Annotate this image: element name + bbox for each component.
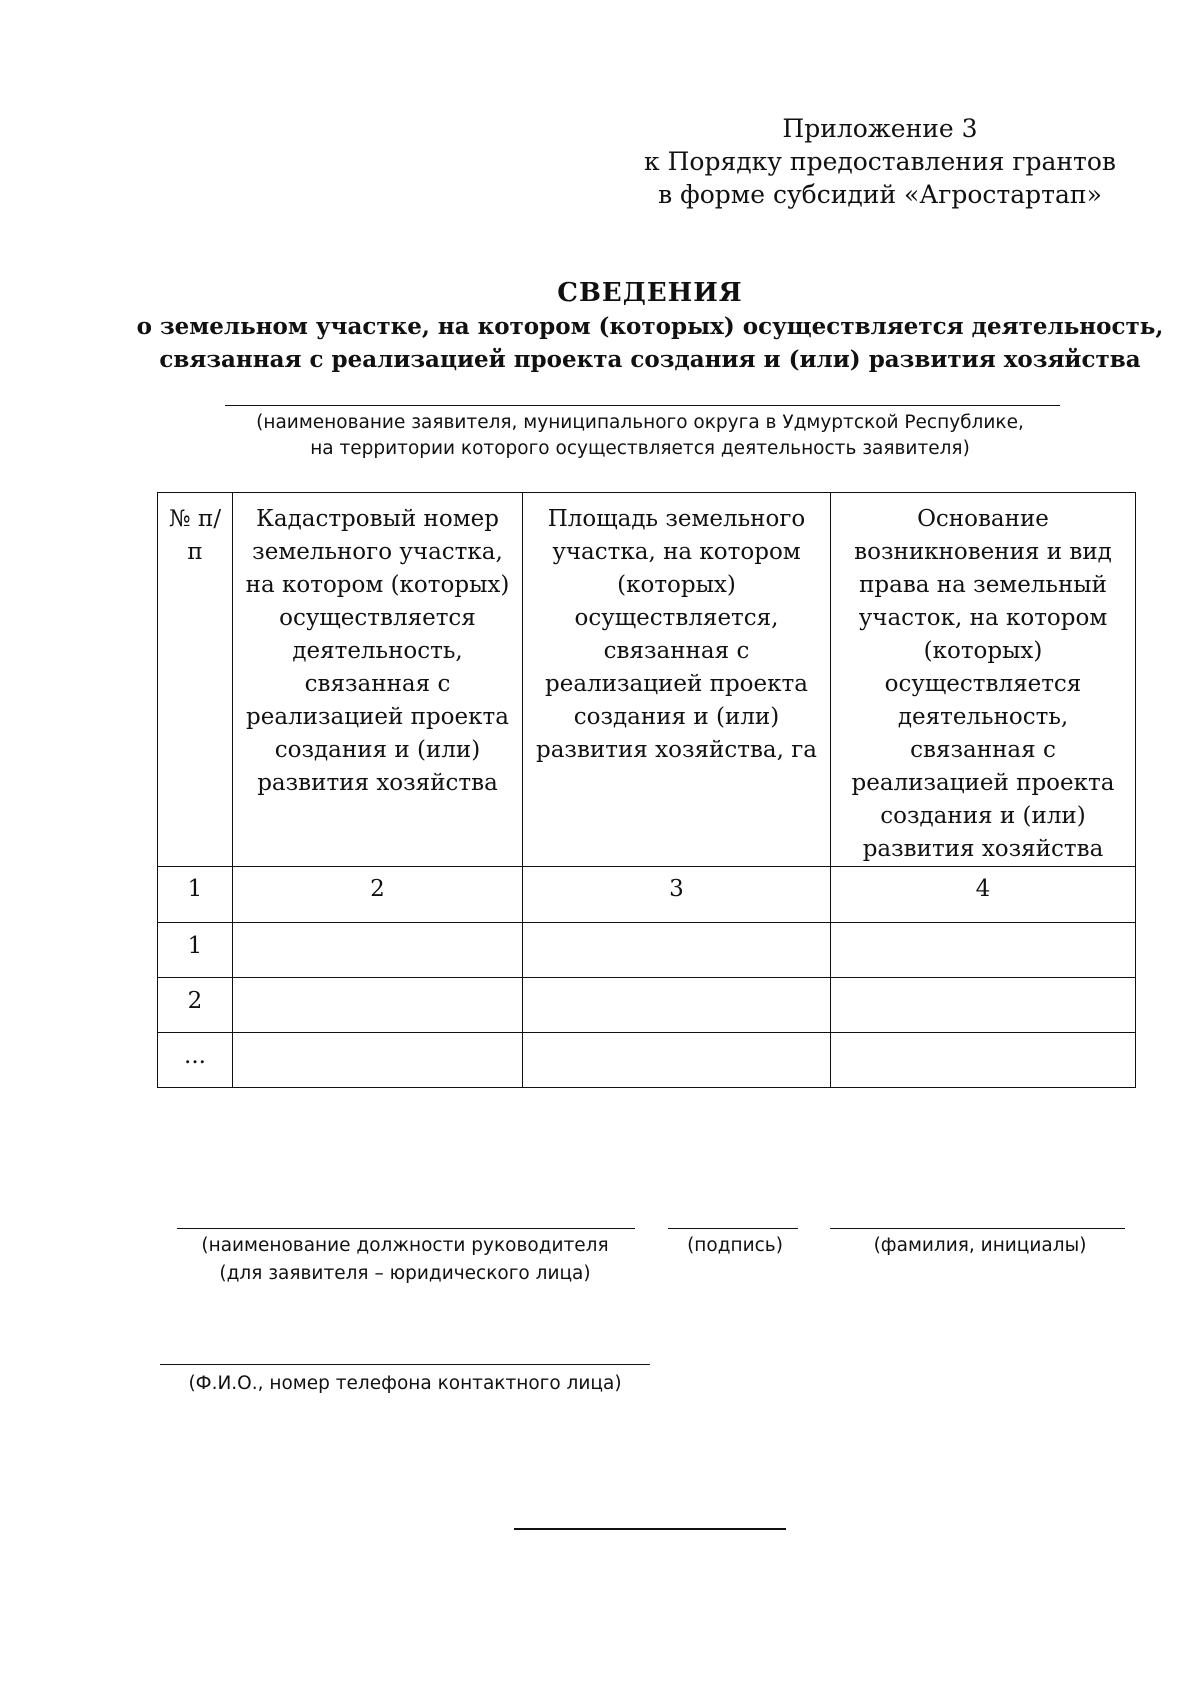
contact-fill-line bbox=[160, 1364, 650, 1365]
position-caption bbox=[170, 1232, 640, 1288]
column-number-cell: 2 bbox=[233, 867, 523, 923]
table-row bbox=[158, 923, 1136, 978]
document-title-block bbox=[110, 276, 1190, 376]
area-cell[interactable] bbox=[523, 1033, 831, 1088]
contact-caption: (Ф.И.О., номер телефона контактного лица) bbox=[188, 1373, 622, 1394]
area-cell[interactable] bbox=[523, 923, 831, 978]
rights-basis-cell[interactable] bbox=[831, 1033, 1136, 1088]
header-cell-number: № п/п bbox=[158, 493, 233, 867]
column-number-cell: 1 bbox=[158, 867, 233, 923]
applicant-caption bbox=[180, 410, 1100, 462]
table-header-row bbox=[158, 493, 1136, 867]
bottom-separator-line bbox=[514, 1528, 786, 1530]
document-title: СВЕДЕНИЯ bbox=[557, 278, 743, 308]
signature-fill-line bbox=[668, 1228, 798, 1229]
table-row bbox=[158, 1033, 1136, 1088]
document-subtitle-line1: о земельном участке, на котором (которых) осуществляется деятельность, bbox=[136, 313, 1164, 340]
applicant-caption-line2: на территории которого осуществляется деятельность заявителя) bbox=[310, 438, 970, 459]
area-cell[interactable] bbox=[523, 978, 831, 1033]
row-number-cell: 1 bbox=[158, 923, 233, 978]
column-number-cell: 3 bbox=[523, 867, 831, 923]
signature-caption: (подпись) bbox=[687, 1235, 783, 1256]
appendix-reference-cont: в форме субсидий «Агростартап» bbox=[658, 180, 1102, 209]
row-number-cell: ... bbox=[158, 1033, 233, 1088]
cadastral-cell[interactable] bbox=[233, 923, 523, 978]
column-number-row bbox=[158, 867, 1136, 923]
name-fill-line bbox=[830, 1228, 1125, 1229]
position-caption-line1: (наименование должности руководителя bbox=[201, 1235, 609, 1256]
appendix-title: Приложение 3 bbox=[782, 114, 978, 143]
rights-basis-cell[interactable] bbox=[831, 978, 1136, 1033]
land-plot-table bbox=[157, 492, 1136, 1088]
position-caption-line2: (для заявителя – юридического лица) bbox=[219, 1263, 591, 1284]
document-subtitle-line2: связанная с реализацией проекта создания и (или) развития хозяйства bbox=[159, 346, 1141, 373]
cadastral-cell[interactable] bbox=[233, 1033, 523, 1088]
applicant-fill-line bbox=[225, 405, 1060, 406]
name-caption: (фамилия, инициалы) bbox=[873, 1235, 1087, 1256]
table-row bbox=[158, 978, 1136, 1033]
cadastral-cell[interactable] bbox=[233, 978, 523, 1033]
header-cell-cadastral: Кадастровый номер земельного участка, на котором (которых) осуществляется деятельность, связанная с реализацией проекта создания и (или) развития хозяйства bbox=[233, 493, 523, 867]
rights-basis-cell[interactable] bbox=[831, 923, 1136, 978]
applicant-caption-line1: (наименование заявителя, муниципального округа в Удмуртской Республике, bbox=[256, 412, 1024, 433]
header-cell-rights-basis: Основание возникновения и вид права на земельный участок, на котором (которых) осуществляется деятельность, связанная с реализацией проекта создания и (или) развития хозяйства bbox=[831, 493, 1136, 867]
row-number-cell: 2 bbox=[158, 978, 233, 1033]
position-fill-line bbox=[177, 1228, 635, 1229]
header-cell-area: Площадь земельного участка, на котором (которых) осуществляется, связанная с реализацией проекта создания и (или) развития хозяйства, га bbox=[523, 493, 831, 867]
appendix-header bbox=[640, 112, 1120, 211]
appendix-reference: к Порядку предоставления грантов bbox=[644, 147, 1116, 176]
column-number-cell: 4 bbox=[831, 867, 1136, 923]
